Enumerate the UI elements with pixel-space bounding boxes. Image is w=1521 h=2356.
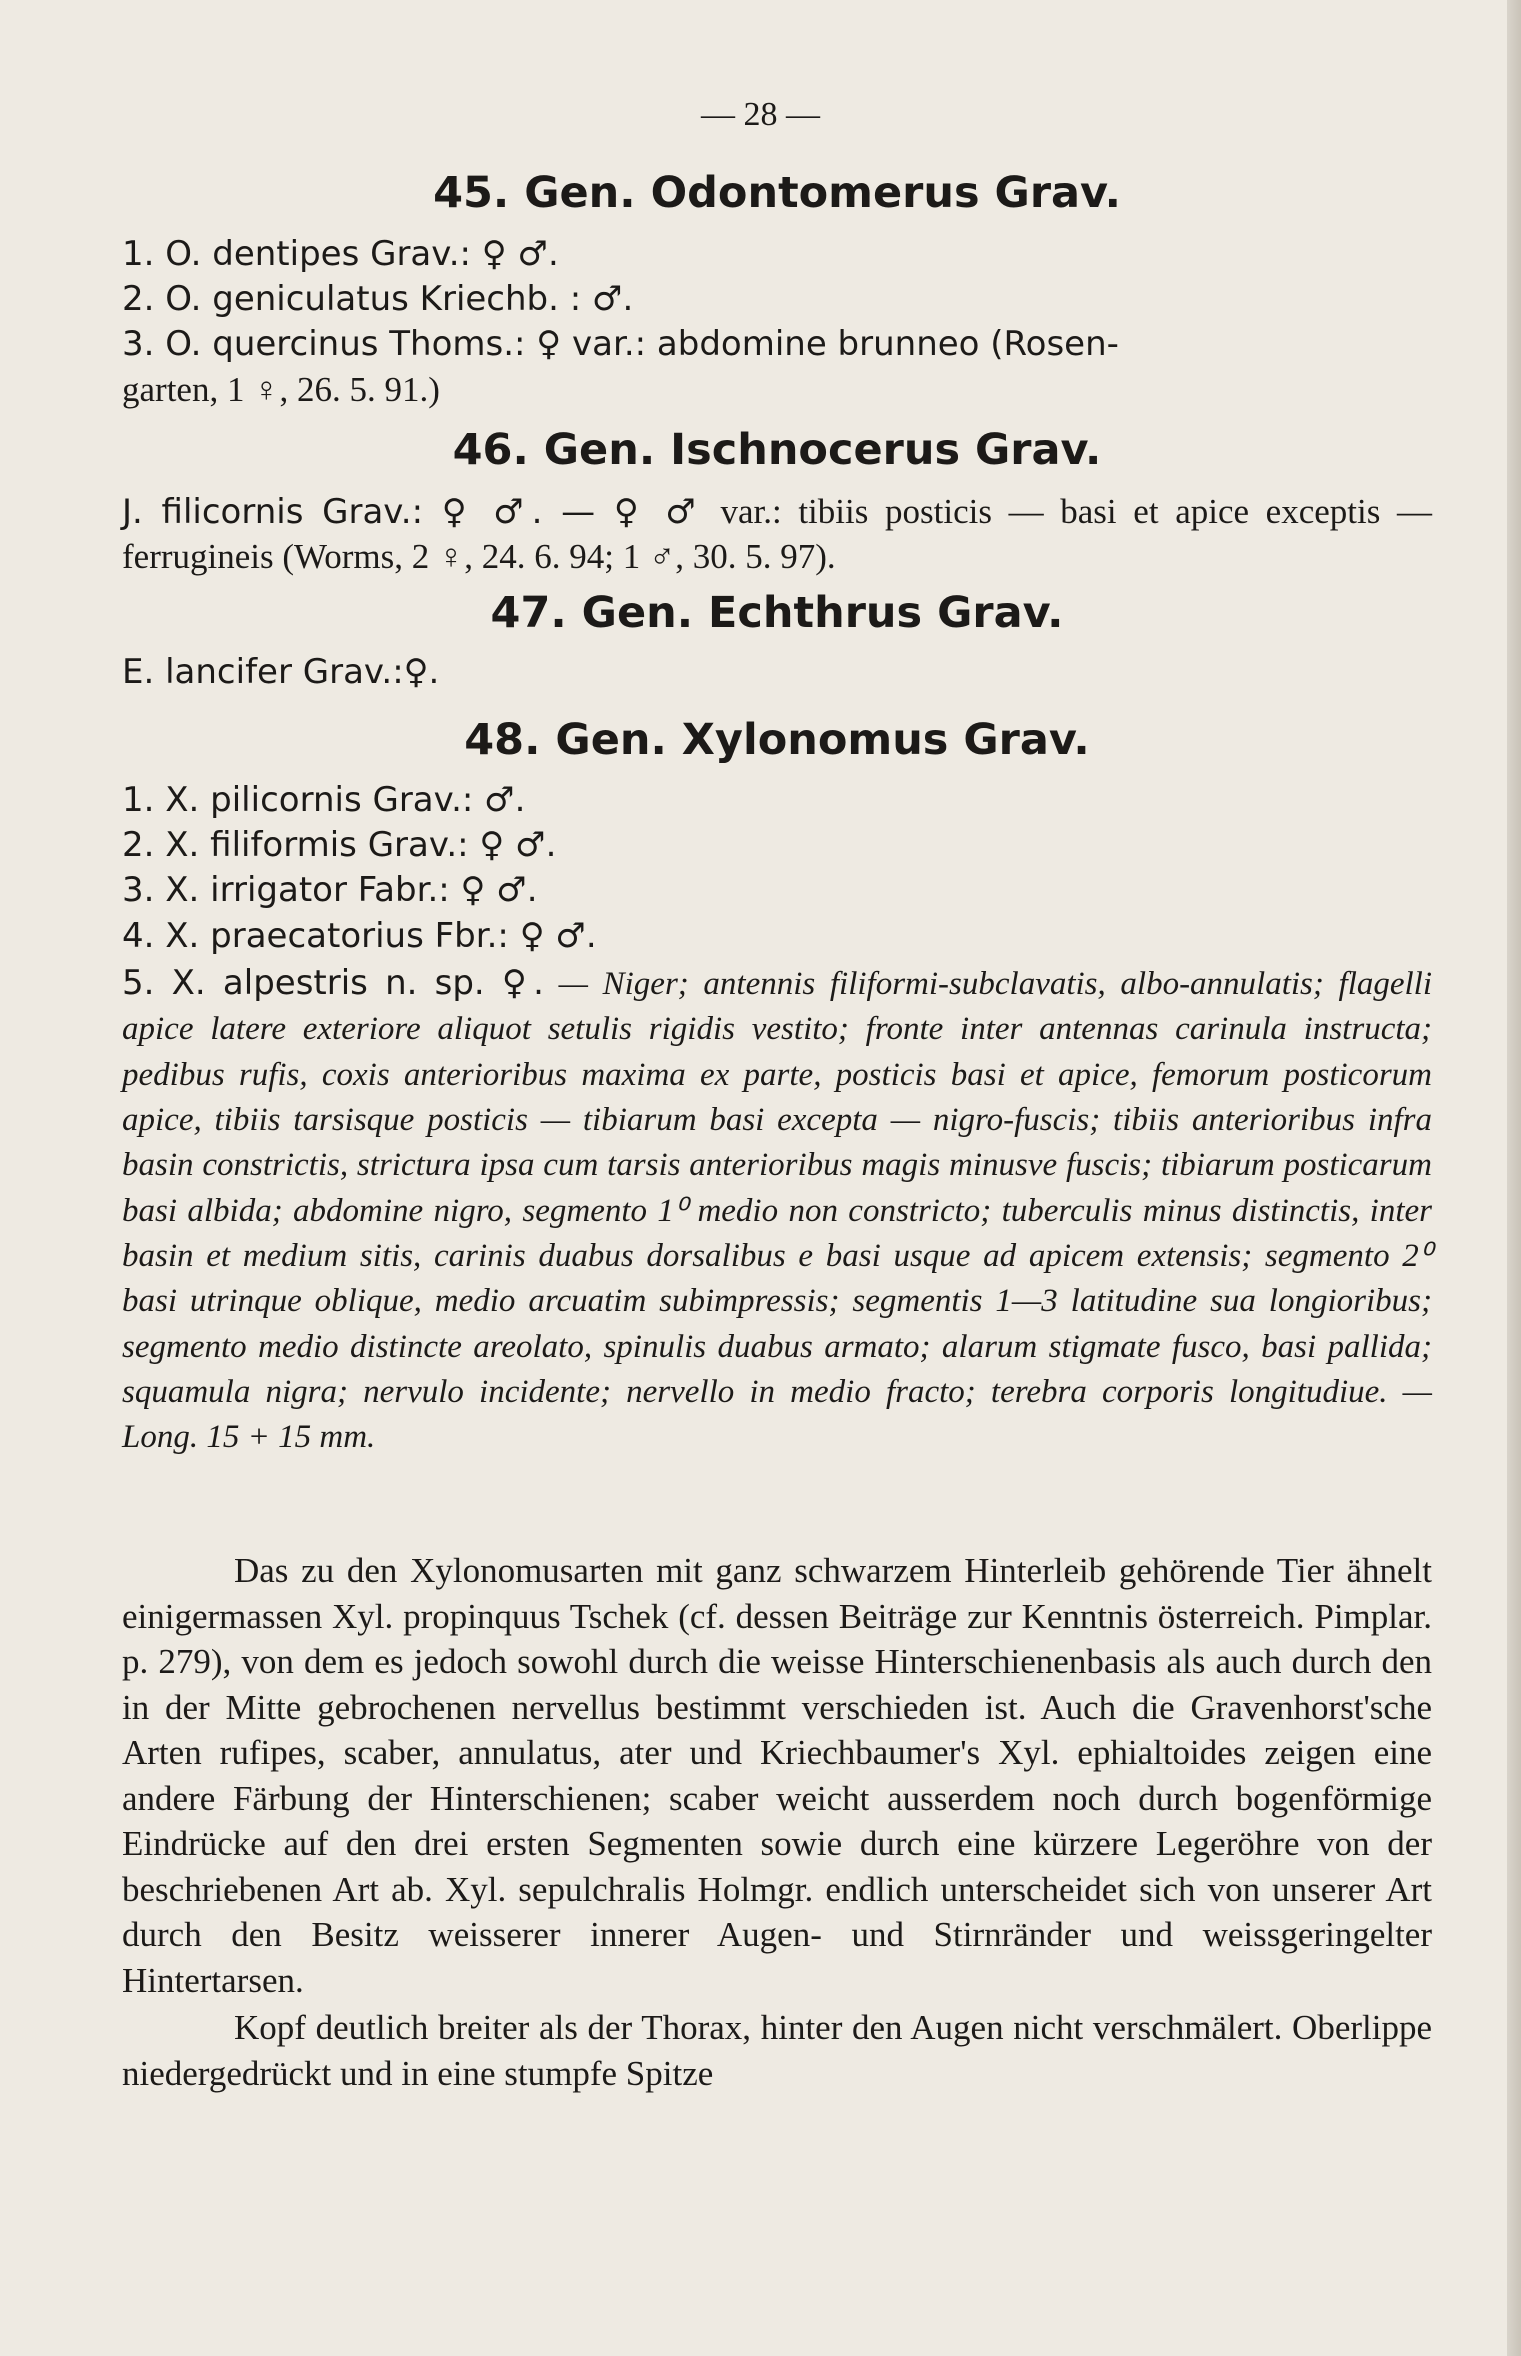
section-ischnocerus bbox=[122, 425, 1432, 477]
species-entry: 3. O. quercinus Thoms.: ♀ var.: abdomine brunneo (Rosen- bbox=[122, 324, 1119, 365]
species-entry: 1. O. dentipes Grav.: ♀ ♂. bbox=[122, 234, 559, 274]
species-list-xylonomus bbox=[122, 778, 1432, 959]
diagnosis-text: — Niger; antennis filiformi-subclavatis, albo-annulatis; flagelli apice latere exteriore aliquot setulis rigidis vestito; fronte inter antennas carinula instructa; pedibus rufis, coxis anterioribus maxima ex parte, posticis basi et apice, femorum posticorum apice, tibiis tarsisque posticis — tibiarum basi excepta — nigro-fuscis; tibiis anterioribus infra basin constrictis, strictura ipsa cum tarsis anterioribus magis minusve fuscis; tibiarum posticarum basi albida; abdomine nigro, segmento 1⁰ medio non constricto; tuberculis minus distinctis, inter basin et medium sitis, carinis duabus dorsalibus e basi usque ad apicem extensis; segmento 2⁰ basi utrinque oblique, medio arcuatim subimpressis; segmentis 1—3 latitudine sua longioribus; segmento medio distincte areolato, spinulis duabus armato; alarum stigmate fusco, basi pallida; squamula nigra; nervulo incidente; nervello in medio fracto; terebra corporis longitudiue. — Long. 15 + 15 mm. bbox=[122, 966, 1433, 1456]
section-odontomerus bbox=[122, 168, 1432, 220]
paragraph: Kopf deutlich breiter als der Thorax, hinter den Augen nicht verschmälert. Oberlippe niedergedrückt und in eine stumpfe Spitze bbox=[122, 2008, 1432, 2093]
genus-heading: 45. Gen. Odontomerus Grav. bbox=[433, 168, 1121, 218]
page-number: — 28 — bbox=[701, 96, 820, 133]
species-entry: E. lancifer Grav.:♀. bbox=[122, 652, 440, 692]
species-name: J. filicornis Grav.: ♀ ♂. — ♀ ♂ bbox=[122, 492, 704, 532]
species-entry: 2. O. geniculatus Kriechb. : ♂. bbox=[122, 279, 634, 320]
genus-heading: 46. Gen. Ischnocerus Grav. bbox=[452, 425, 1102, 475]
new-species-description bbox=[122, 960, 1432, 1461]
section-xylonomus bbox=[122, 715, 1432, 767]
species-entry: 1. X. pilicornis Grav.: ♂. bbox=[122, 780, 526, 820]
species-note: garten, 1 ♀, 26. 5. 91.) bbox=[122, 369, 440, 409]
section-echthrus bbox=[122, 588, 1432, 640]
latin-diagnosis bbox=[122, 960, 1432, 1461]
species-list-echthrus bbox=[122, 650, 1432, 695]
paragraph: Das zu den Xylonomusarten mit ganz schwarzem Hinterleib gehörende Tier ähnelt einigermassen Xyl. propinquus Tschek (cf. dessen Beiträge zur Kenntnis österreich. Pimplar. p. 279), von dem es jedoch sowohl durch die weisse Hinterschienenbasis als auch durch den in der Mitte gebrochenen nervellus bestimmt verschieden ist. Auch die Gravenhorst'sche Arten rufipes, scaber, annulatus, ater und Kriechbaumer's Xyl. ephialtoides zeigen eine andere Färbung der Hinterschienen; scaber weicht ausserdem noch durch bogenförmige Eindrücke auf den drei ersten Segmenten sowie durch eine kürzere Legeröhre von der beschriebenen Art ab. Xyl. sepulchralis Holmgr. endlich unterscheidet sich von unserer Art durch den Besitz weisserer innerer Augen- und Stirnränder und weissgeringelter Hintertarsen. bbox=[122, 1551, 1432, 2000]
species-list-odontomerus bbox=[122, 232, 1432, 412]
species-description bbox=[122, 490, 1432, 580]
genus-heading: 47. Gen. Echthrus Grav. bbox=[490, 588, 1064, 638]
species-entry-ischnocerus bbox=[122, 490, 1432, 580]
species-entry: 3. X. irrigator Fabr.: ♀ ♂. bbox=[122, 870, 538, 911]
species-note: var.: tibiis posticis — basi et apice exceptis — ferrugineis (Worms, 2 ♀, 24. 6. 94; 1 ♂, 30. 5. 97). bbox=[122, 492, 1433, 576]
genus-heading: 48. Gen. Xylonomus Grav. bbox=[464, 715, 1090, 765]
species-entry: 2. X. filiformis Grav.: ♀ ♂. bbox=[122, 825, 557, 866]
discussion bbox=[122, 1548, 1432, 2096]
species-name: 5. X. alpestris n. sp. ♀. bbox=[122, 963, 544, 1003]
species-entry: 4. X. praecatorius Fbr.: ♀ ♂. bbox=[122, 915, 597, 956]
page-edge bbox=[1507, 0, 1521, 2356]
